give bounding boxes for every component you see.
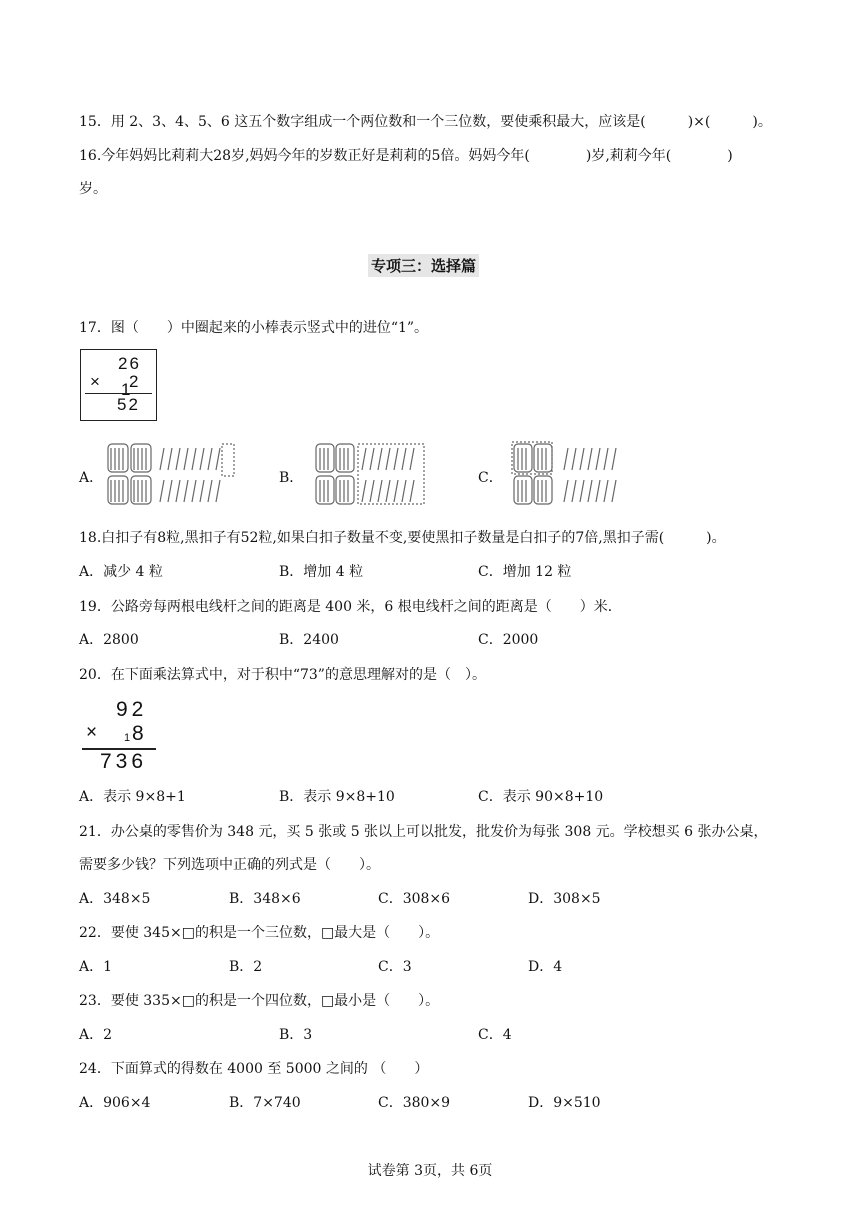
q20-option-a: A．表示 9×8+1 [79,789,186,805]
q17-option-b-sticks [314,440,429,508]
q23-option-b: B．3 [279,1027,313,1043]
page-footer: 试卷第 3页，共 6页 [367,1163,493,1179]
q17-option-a-label: A． [79,470,104,486]
q24-option-a: A．906×4 [79,1095,151,1111]
q20-carry: 1 [124,732,131,744]
q21-line2: 需要多少钱？下列选项中正确的列式是（ ）。 [79,857,380,873]
q20-top-number: 92 [116,698,148,721]
q24: 24．下面算式的得数在 4000 至 5000 之间的 （ ） [79,1061,429,1077]
q18: 18.白扣子有8粒,黑扣子有52粒,如果白扣子数量不变,要使黑扣子数量是白扣子的7倍,黑扣子需( )。 [79,530,726,546]
q17-underline [85,393,152,394]
q17-carry: 1 [121,380,131,399]
q17-result: 52 [117,395,140,414]
q20-option-b: B．表示 9×8+10 [279,789,395,805]
q17: 17．图（ ）中圈起来的小棒表示竖式中的进位“1”。 [79,320,429,336]
q20-vertical-calc [82,698,162,773]
q17-top-number: 26 [118,354,141,373]
q17-option-c-label: C． [478,470,503,486]
q20-operator: × [86,722,98,743]
q20-option-c: C．表示 90×8+10 [478,789,604,805]
q21-option-b: B．348×6 [229,891,301,907]
q24-option-b: B．7×740 [229,1095,301,1111]
q18-option-a: A．减少 4 粒 [79,564,163,580]
q17-vertical-calc [80,349,157,421]
q17-second-number: 2 [129,372,139,391]
q22-option-d: D．4 [528,959,563,975]
q19-option-c: C．2000 [478,632,539,648]
q17-option-c-sticks [508,440,623,508]
q18-option-b: B．增加 4 粒 [279,564,364,580]
q21-line1: 21．办公桌的零售价为 348 元，买 5 张或 5 张以上可以批发，批发价为每张 308 元。学校想买 6 张办公桌， [79,824,768,840]
q20: 20．在下面乘法算式中，对于积中“73”的意思理解对的是（ ）。 [79,667,486,683]
q21-option-c: C．308×6 [378,891,451,907]
q17-option-a-sticks [104,440,242,508]
q17-option-b-label: B． [279,470,304,486]
q23: 23．要使 335×□的积是一个四位数，□最小是（ ）。 [79,993,440,1009]
q18-option-c: C．增加 12 粒 [478,564,572,580]
q22-option-b: B．2 [229,959,263,975]
q22-option-a: A．1 [79,959,113,975]
q24-option-c: C．380×9 [378,1095,451,1111]
q24-option-d: D．9×510 [528,1095,601,1111]
q16-line2: 岁。 [79,181,107,197]
q16-line1: 16.今年妈妈比莉莉大28岁,妈妈今年的岁数正好是莉莉的5倍。妈妈今年( )岁,莉莉今年( ) [79,148,733,164]
q23-option-a: A．2 [79,1027,113,1043]
q20-result: 736 [100,750,148,773]
q15: 15．用 2、3、4、5、6 这五个数字组成一个两位数和一个三位数，要使乘积最大，应该是( )×( )。 [79,114,772,130]
q19-option-a: A．2800 [79,632,139,648]
q23-option-c: C．4 [478,1027,512,1043]
q20-second-number: 8 [132,722,144,745]
q22-option-c: C．3 [378,959,412,975]
q22: 22．要使 345×□的积是一个三位数，□最大是（ ）。 [79,925,440,941]
q17-operator: × [90,372,100,391]
q19: 19．公路旁每两根电线杆之间的距离是 400 米，6 根电线杆之间的距离是（ ）米． [79,599,622,615]
q19-option-b: B．2400 [279,632,339,648]
q21-option-d: D．308×5 [528,891,601,907]
q21-option-a: A．348×5 [79,891,151,907]
section-title: 专项三：选择篇 [368,254,479,277]
